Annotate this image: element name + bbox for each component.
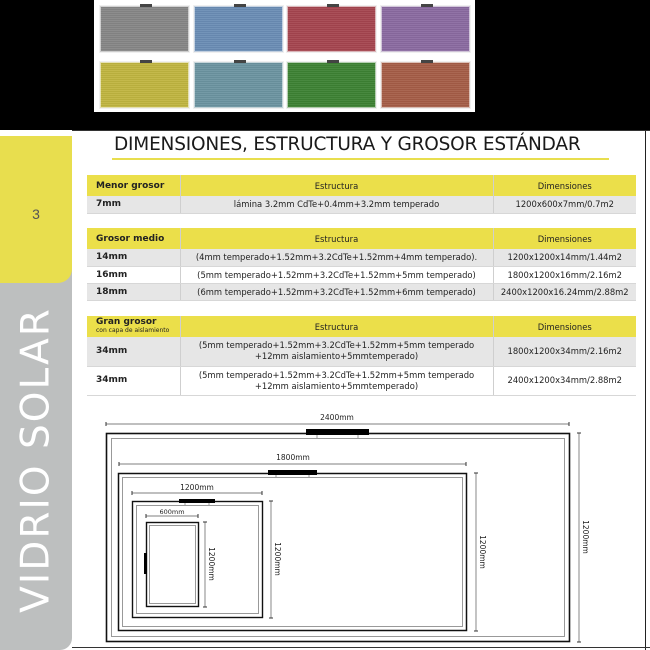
table-header: [87, 175, 636, 196]
table-row: [87, 337, 636, 366]
cell-structure: (4mm temperado+1.52mm+3.2CdTe+1.52mm+4mm temperado).: [180, 249, 493, 266]
swatch-brown: [381, 62, 470, 108]
header-category-title: Gran grosor: [96, 317, 157, 327]
structure-line-2: +12mm aislamiento+5mmtemperado): [254, 380, 419, 391]
cell-structure: (5mm temperado+1.52mm+3.2CdTe+1.52mm+5mm temperado): [180, 266, 493, 283]
swatch-green: [287, 62, 376, 108]
cell-structure: [180, 366, 493, 395]
structure-line-1: (5mm temperado+1.52mm+3.2CdTe+1.52mm+5mm temperado: [198, 369, 475, 380]
structure-line-2: +12mm aislamiento+5mmtemperado): [254, 351, 419, 362]
label-1200-height: 1200mm: [273, 542, 282, 576]
table-header: [87, 228, 636, 249]
header-category: Menor grosor: [87, 175, 180, 196]
label-2400-width: 2400mm: [320, 413, 354, 422]
label-1800-width: 1800mm: [276, 453, 310, 462]
swatch-yellow: [100, 62, 189, 108]
table-row: [87, 249, 636, 266]
cell-dimensions: 1800x1200x16mm/2.16m2: [493, 266, 636, 283]
header-category: Grosor medio: [87, 228, 180, 249]
swatch-gray: [100, 6, 189, 52]
cell-thickness: 34mm: [87, 366, 180, 395]
page-title: DIMENSIONES, ESTRUCTURA Y GROSOR ESTÁNDAR: [114, 134, 581, 155]
page-bottom-border: [72, 647, 650, 648]
page-number: 3: [32, 206, 40, 222]
swatch-teal: [194, 62, 283, 108]
structure-line-1: (5mm temperado+1.52mm+3.2CdTe+1.52mm+5mm temperado: [198, 340, 475, 351]
cell-dimensions: 2400x1200x16.24mm/2.88m2: [493, 283, 636, 300]
label-1200-width: 1200mm: [180, 483, 214, 492]
section-label: VIDRIO SOLAR: [13, 307, 59, 613]
header-category-subtitle: con capa de aislamiento: [96, 327, 170, 334]
swatch-red: [287, 6, 376, 52]
label-600-width: 600mm: [159, 508, 185, 516]
label-1800-height: 1200mm: [478, 535, 487, 569]
page-right-border: [645, 131, 646, 650]
table-row: [87, 366, 636, 395]
cell-structure: (6mm temperado+1.52mm+3.2CdTe+1.52mm+6mm temperado): [180, 283, 493, 300]
cell-structure: lámina 3.2mm CdTe+0.4mm+3.2mm temperado: [180, 196, 493, 213]
page-top-border: [72, 130, 650, 131]
table-row: [87, 196, 636, 213]
cell-thickness: 18mm: [87, 283, 180, 300]
header-dimensions: Dimensiones: [493, 228, 636, 249]
cell-dimensions: 1200x1200x14mm/1.44m2: [493, 249, 636, 266]
header-structure: Estructura: [180, 316, 493, 337]
cell-structure: [180, 337, 493, 366]
header-structure: Estructura: [180, 175, 493, 196]
header-dimensions: Dimensiones: [493, 316, 636, 337]
cell-dimensions: 1800x1200x34mm/2.16m2: [493, 337, 636, 366]
swatch-purple: [381, 6, 470, 52]
table-row: [87, 283, 636, 300]
table-grosor-medio: [87, 228, 636, 301]
header-dimensions: Dimensiones: [493, 175, 636, 196]
header-category: [87, 316, 180, 337]
table-gran-grosor: [87, 316, 636, 396]
title-underline: [112, 158, 609, 160]
header-structure: Estructura: [180, 228, 493, 249]
table-menor-grosor: [87, 175, 636, 214]
cell-dimensions: 1200x600x7mm/0.7m2: [493, 196, 636, 213]
cell-thickness: 16mm: [87, 266, 180, 283]
cell-thickness: 7mm: [87, 196, 180, 213]
table-row: [87, 266, 636, 283]
cell-dimensions: 2400x1200x34mm/2.88m2: [493, 366, 636, 395]
swatch-blue: [194, 6, 283, 52]
color-swatch-panel: [94, 0, 475, 112]
label-2400-height: 1200mm: [581, 520, 590, 554]
cell-thickness: 34mm: [87, 337, 180, 366]
label-600-height: 1200mm: [207, 547, 216, 581]
table-header: [87, 316, 636, 337]
cell-thickness: 14mm: [87, 249, 180, 266]
